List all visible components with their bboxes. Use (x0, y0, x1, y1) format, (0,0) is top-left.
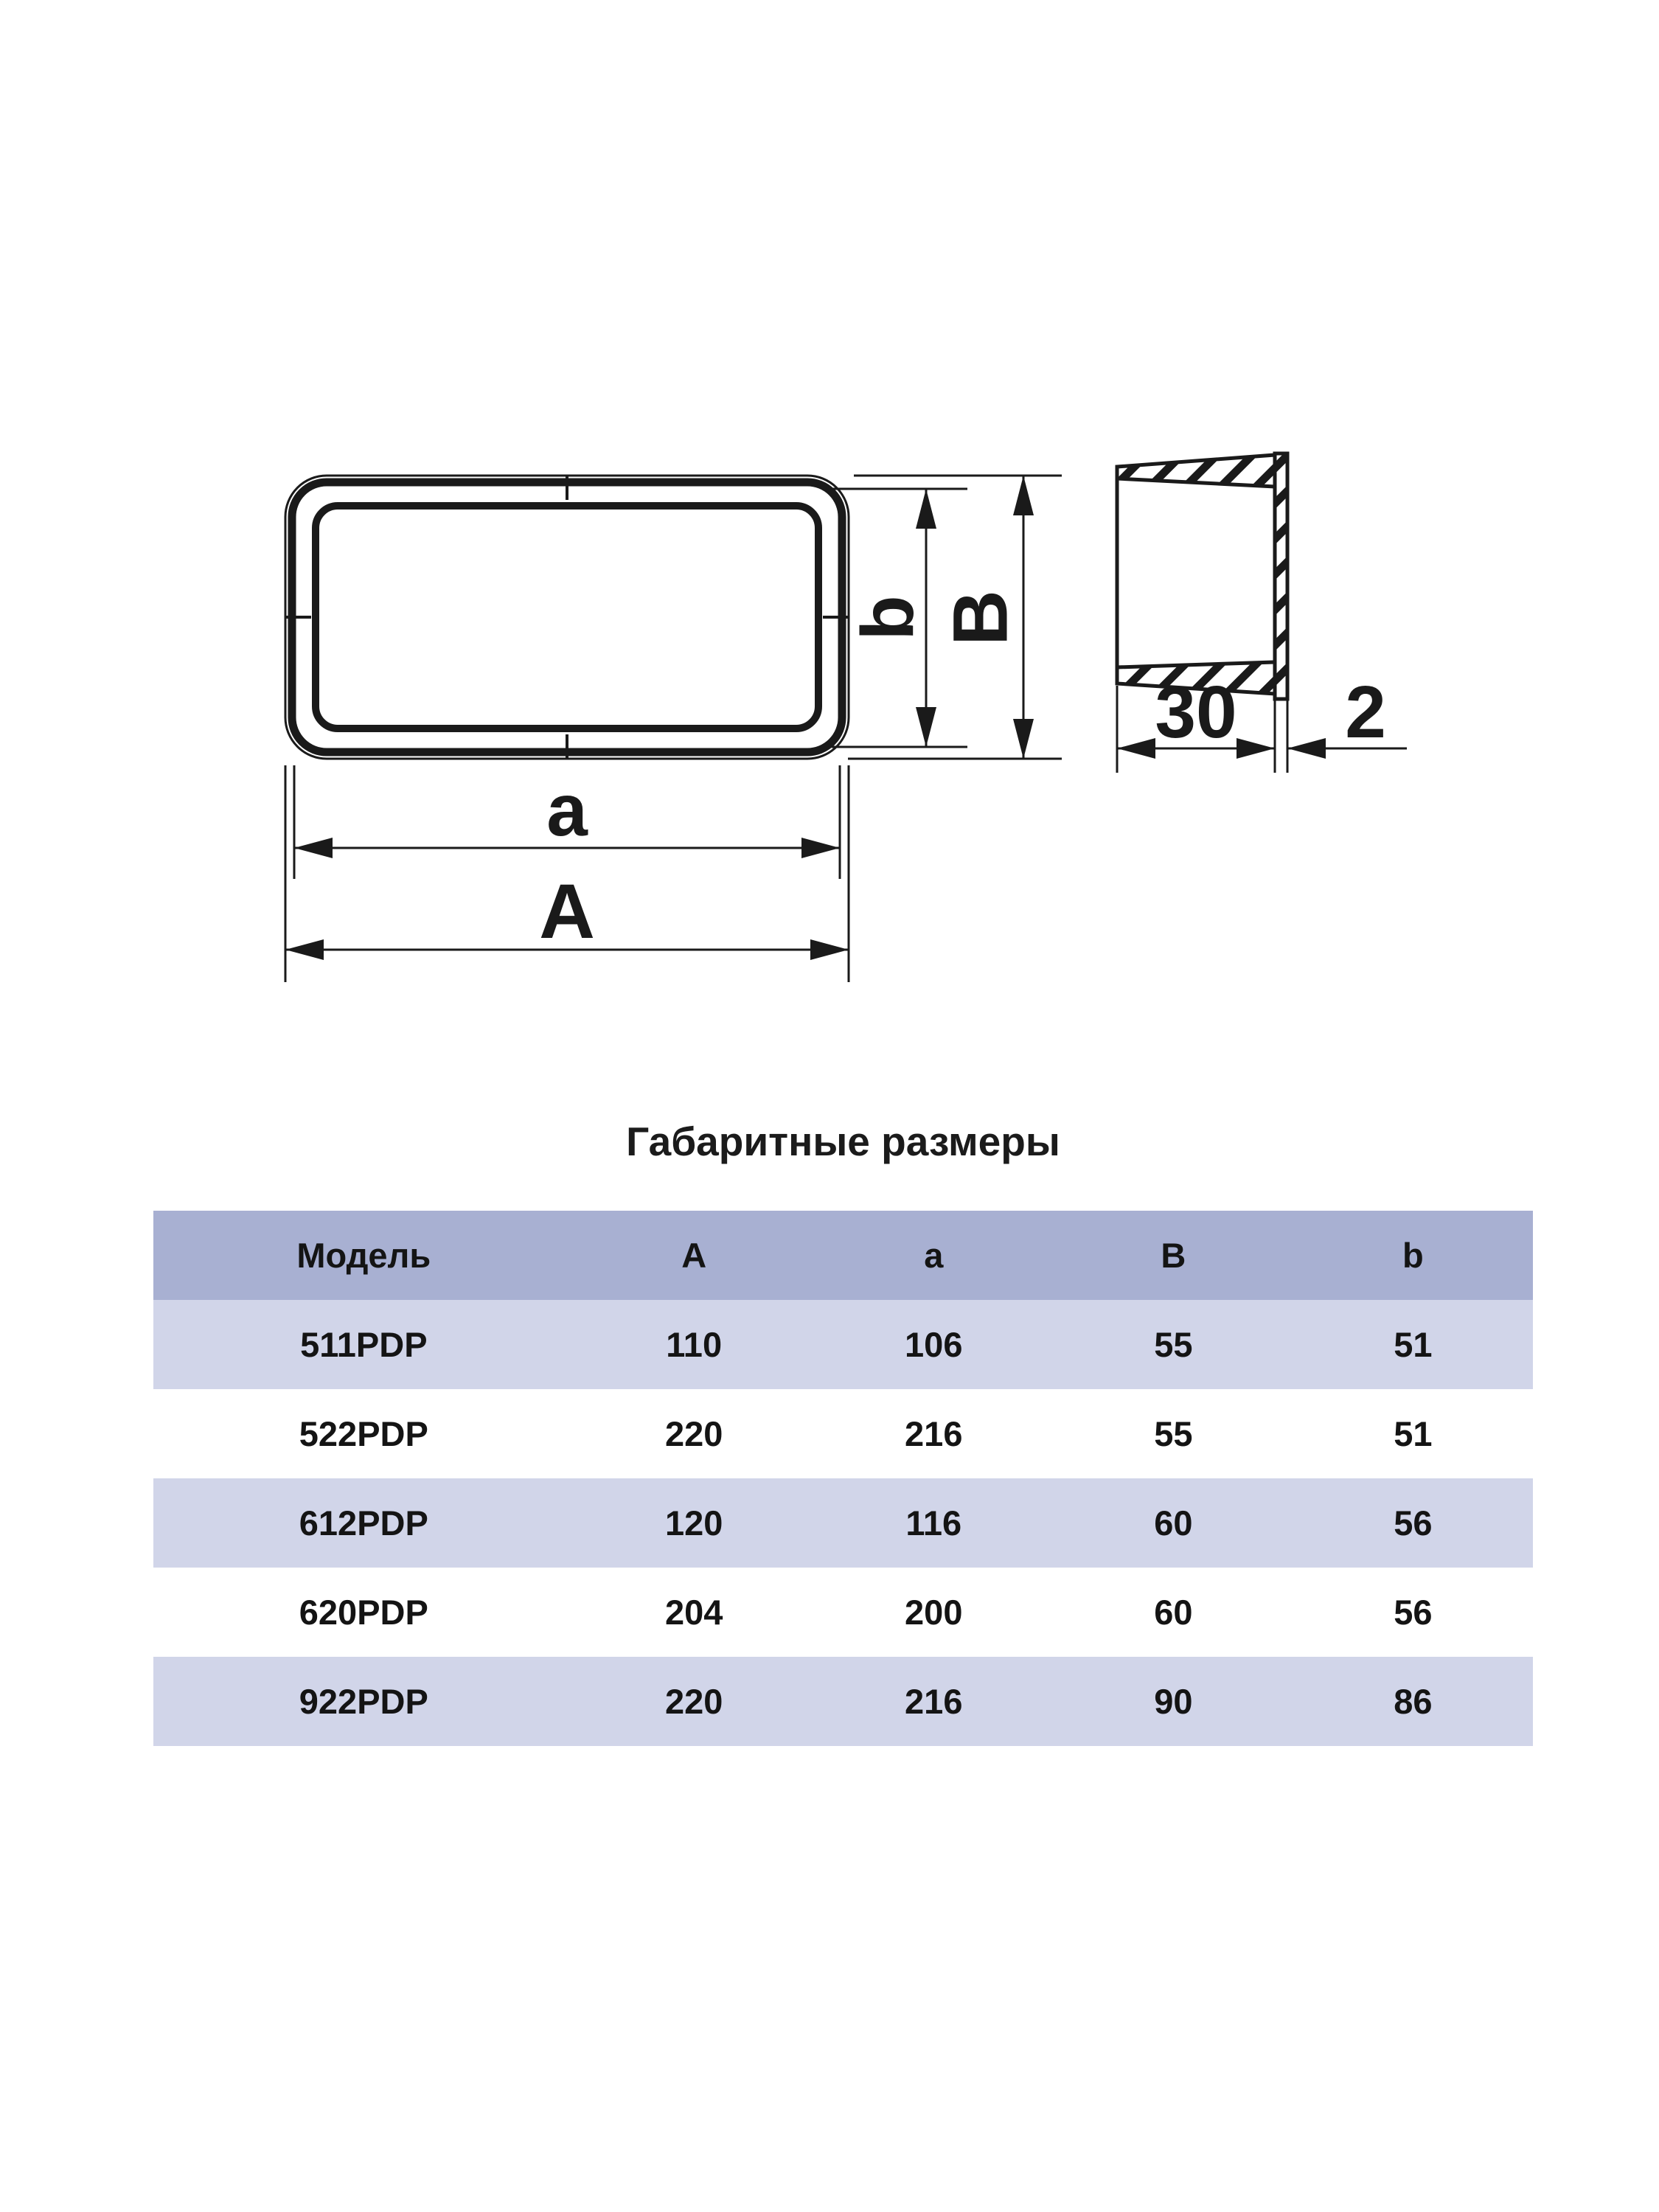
column-header-b: b (1402, 1236, 1424, 1275)
table-cell: 216 (905, 1414, 963, 1453)
side-top-wall (1117, 455, 1275, 487)
table-cell: 220 (664, 1682, 723, 1721)
table-cell: 86 (1394, 1682, 1433, 1721)
dimension-flange-thickness (1287, 671, 1407, 759)
column-header-model: Модель (296, 1236, 431, 1275)
section-title: Габаритные размеры (626, 1119, 1060, 1164)
cell-model: 511PDP (300, 1325, 428, 1364)
table-row (153, 1478, 1533, 1568)
table-cell: 106 (905, 1325, 963, 1364)
column-header-A: A (681, 1236, 707, 1275)
dim-label-a: a (546, 769, 588, 852)
front-view (285, 475, 849, 759)
table-cell: 51 (1394, 1414, 1433, 1453)
cell-model: 522PDP (299, 1414, 428, 1453)
table-cell: 56 (1394, 1593, 1433, 1632)
side-view (1117, 453, 1287, 699)
dim-label-B: B (937, 590, 1024, 646)
table-cell: 216 (905, 1682, 963, 1721)
table-row (153, 1300, 1533, 1389)
table-cell: 204 (664, 1593, 723, 1632)
table-cell: 110 (666, 1325, 723, 1364)
table-cell: 90 (1154, 1682, 1193, 1721)
side-flange (1275, 453, 1287, 699)
table-cell: 220 (664, 1414, 723, 1453)
cell-model: 922PDP (299, 1682, 428, 1721)
table-cell: 55 (1154, 1414, 1193, 1453)
dim-label-2: 2 (1345, 671, 1386, 754)
table-cell: 120 (664, 1503, 723, 1543)
table-row (153, 1657, 1533, 1746)
table-row (153, 1568, 1533, 1657)
table-cell: 200 (905, 1593, 963, 1632)
table-cell: 116 (905, 1503, 962, 1543)
table-cell: 51 (1394, 1325, 1433, 1364)
front-inner-contour (316, 506, 818, 728)
center-ticks (286, 475, 848, 759)
dim-label-30: 30 (1155, 671, 1237, 754)
dimensions-table (153, 1211, 1533, 1746)
table-header-row (153, 1211, 1533, 1300)
technical-drawing (221, 413, 1548, 1032)
dim-label-A: A (539, 869, 595, 955)
table-cell: 56 (1394, 1503, 1433, 1543)
column-header-a: a (924, 1236, 944, 1275)
cell-model: 612PDP (299, 1503, 428, 1543)
table-cell: 60 (1154, 1593, 1193, 1632)
cell-model: 620PDP (299, 1593, 428, 1632)
column-header-B: B (1161, 1236, 1186, 1275)
front-outer-thin-contour (285, 476, 849, 759)
front-outer-thick-contour (292, 482, 842, 752)
table-cell: 60 (1154, 1503, 1193, 1543)
table-row (153, 1389, 1533, 1478)
dimension-a (294, 765, 840, 879)
table-cell: 55 (1154, 1325, 1193, 1364)
dim-label-b: b (846, 595, 929, 641)
